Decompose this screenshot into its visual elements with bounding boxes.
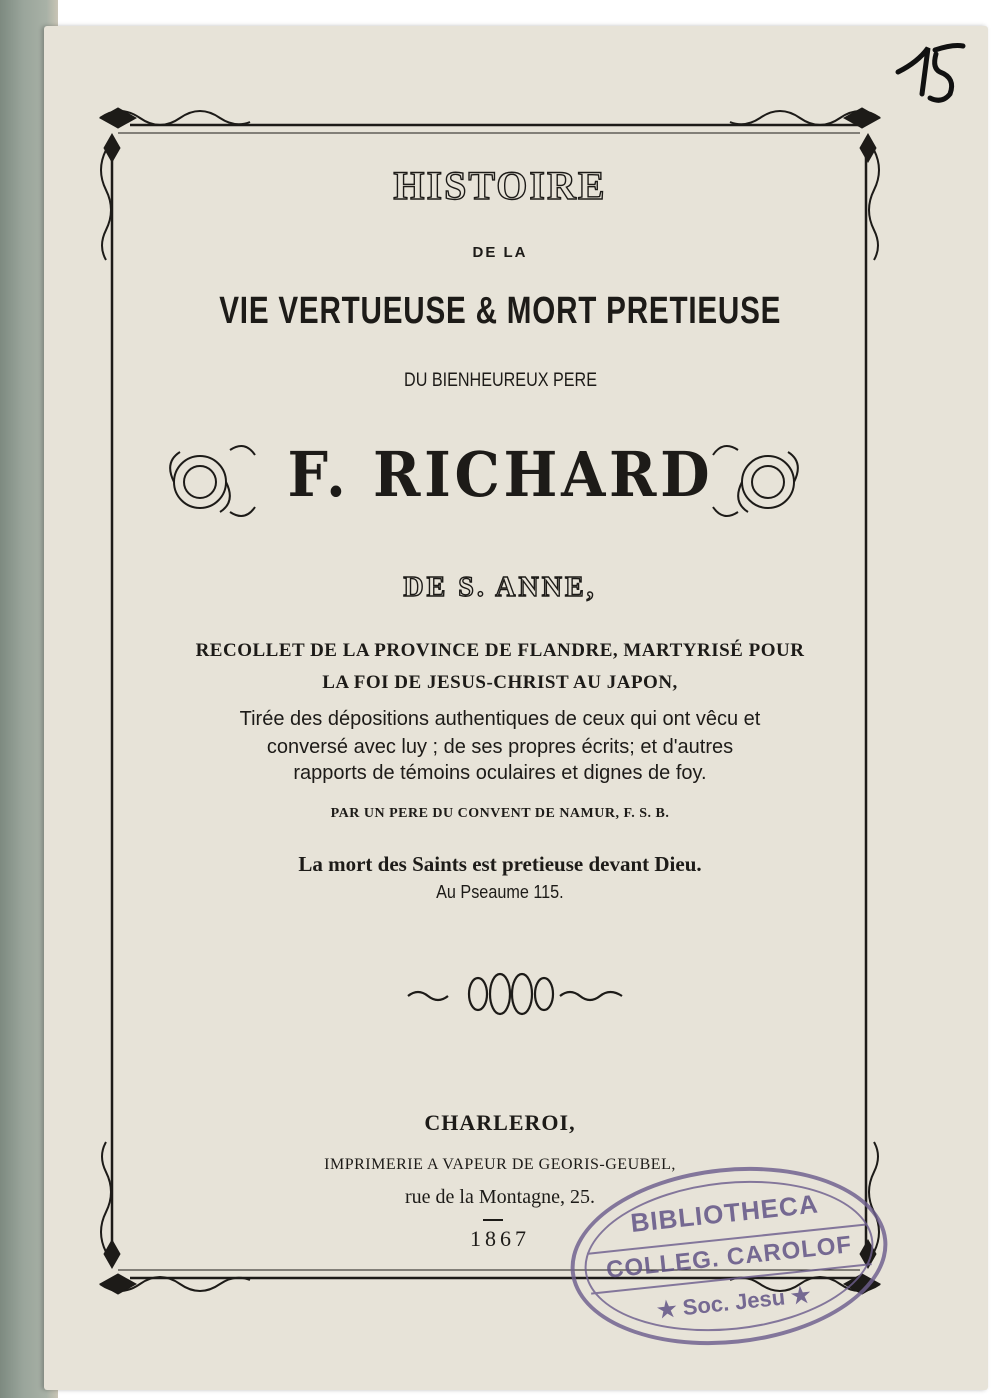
tiree-line-1: Tirée des dépositions authentiques de ceux qui ont vêcu et [239, 708, 761, 730]
imprint-printer: IMPRIMERIE A VAPEUR DE GEORIS-GEUBEL, [324, 1156, 676, 1173]
decorative-divider [408, 974, 622, 1014]
subtitle-de-la: DE LA [472, 244, 528, 261]
stamp-line-2: COLLEG. CAROLOF [604, 1231, 854, 1284]
stamp-line-3: ★ Soc. Jesu ★ [655, 1281, 812, 1323]
handwritten-mark [898, 46, 963, 101]
subtitle-du-pere: DU BIENHEUREUX PERE [403, 370, 597, 391]
title-de-s-anne: DE S. ANNE, [403, 572, 597, 603]
title-name: F. RICHARD [287, 438, 713, 511]
recollet-line-2: LA FOI DE JESUS-CHRIST AU JAPON, [322, 672, 678, 693]
tiree-line-2: conversé avec luy ; de ses propres écrits; et d'autres [266, 736, 734, 758]
stamp-line-1: BIBLIOTHECA [629, 1188, 820, 1239]
imprint-city: CHARLEROI, [424, 1110, 576, 1135]
motto: La mort des Saints est pretieuse devant Dieu. [298, 852, 702, 876]
title-histoire: HISTOIRE [393, 163, 607, 208]
imprint-year: 1867 [470, 1226, 530, 1251]
tiree-line-3: rapports de témoins oculaires et dignes de foy. [293, 762, 707, 784]
imprint-street: rue de la Montagne, 25. [405, 1186, 595, 1208]
title-vie-vertueuse: VIE VERTUEUSE & MORT PRETIEUSE [219, 290, 781, 332]
recollet-line-1: RECOLLET DE LA PROVINCE DE FLANDRE, MARTYRISÉ POUR [195, 640, 805, 661]
author-line: PAR UN PERE DU CONVENT DE NAMUR, F. S. B. [330, 806, 670, 821]
psalm-reference: Au Pseaume 115. [436, 882, 564, 902]
